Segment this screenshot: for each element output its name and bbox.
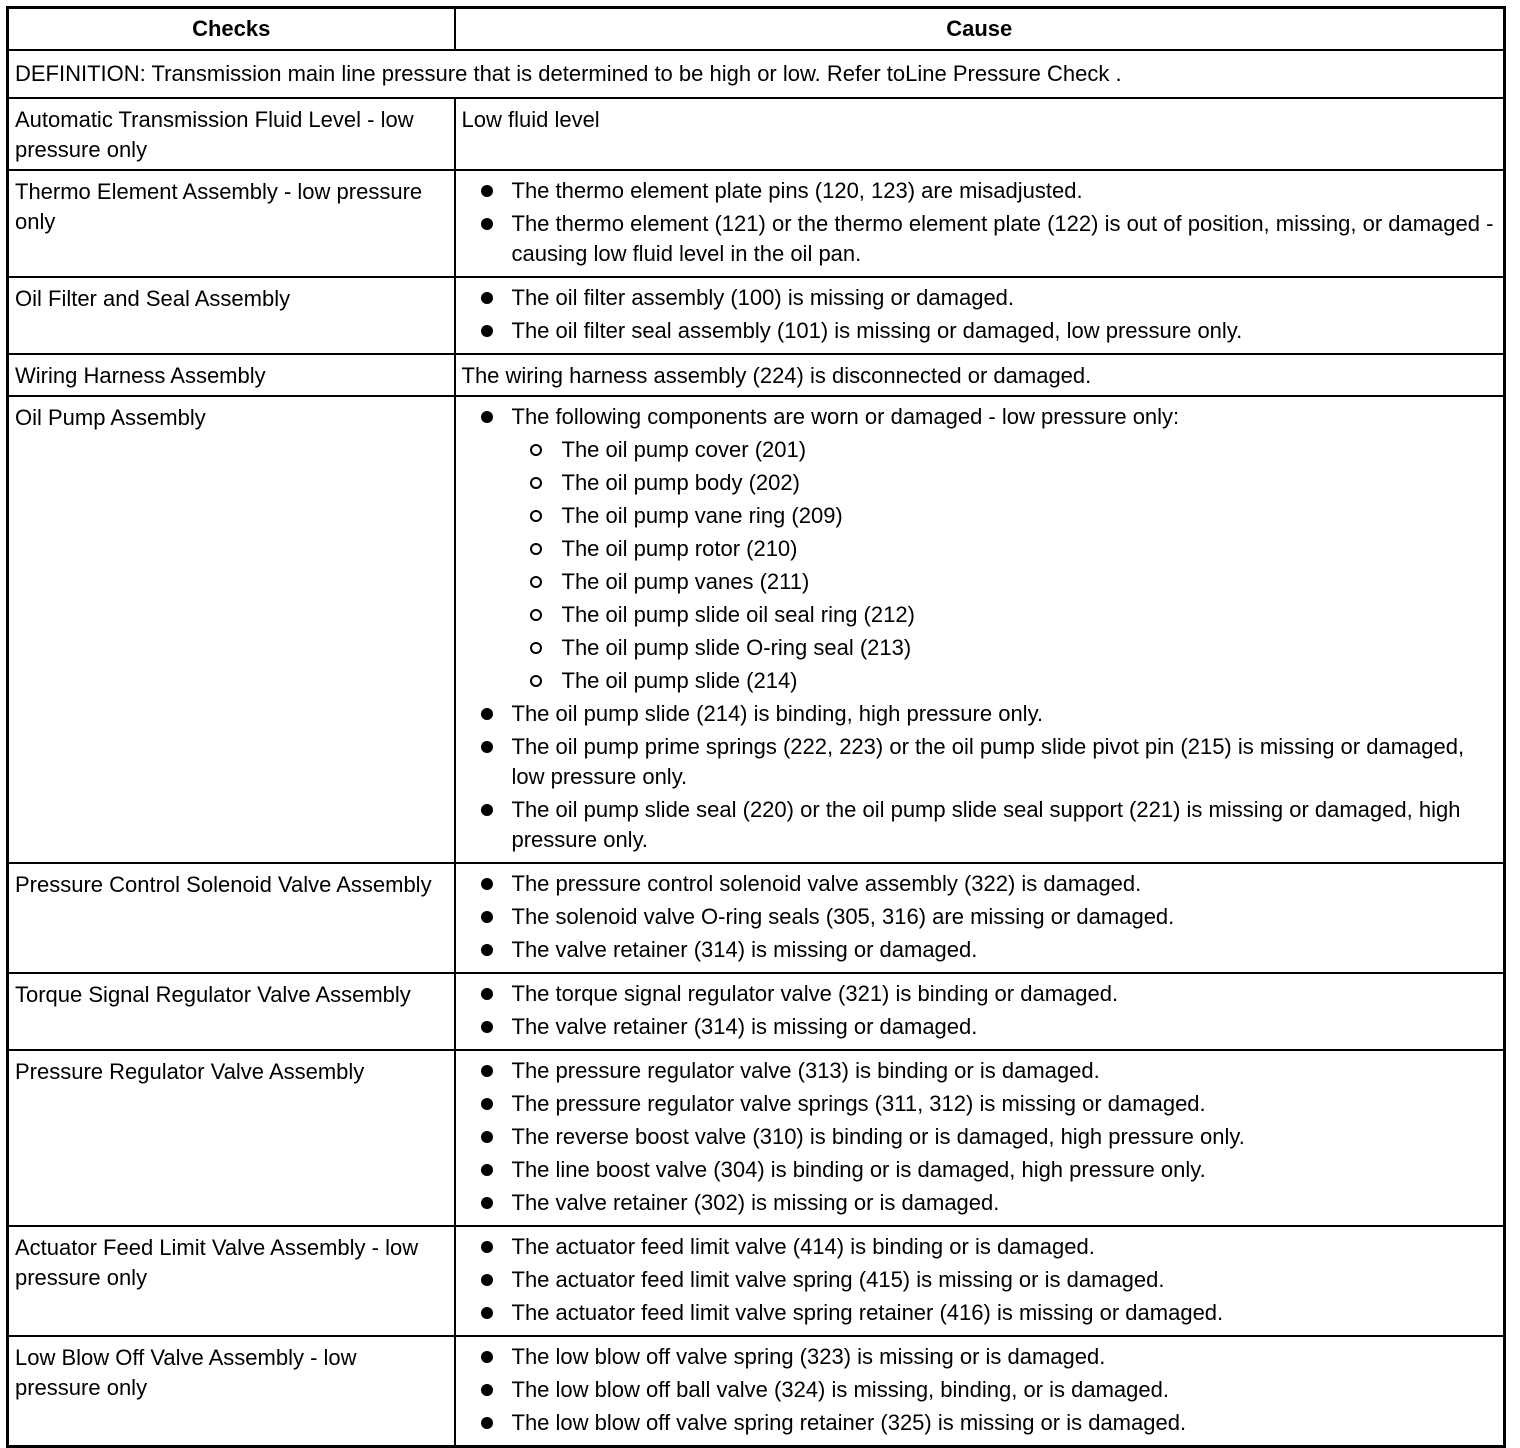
cause-item: The oil filter assembly (100) is missing or damaged. [480, 283, 1504, 313]
cause-cell [455, 170, 1505, 277]
table-row [8, 1226, 1505, 1336]
cause-column-header: Cause [455, 8, 1505, 51]
check-cell: Pressure Regulator Valve Assembly [8, 1050, 455, 1226]
cause-cell [455, 1226, 1505, 1336]
check-cell: Automatic Transmission Fluid Level - low pressure only [8, 98, 455, 170]
cause-item: The torque signal regulator valve (321) is binding or damaged. [480, 979, 1504, 1009]
line-pressure-diagnostic-table [6, 6, 1506, 1448]
component-item: The oil pump cover (201) [530, 435, 1504, 465]
definition-text: DEFINITION: Transmission main line pressure that is determined to be high or low. Refer toLine Pressure Check . [8, 50, 1505, 98]
cause-item: The actuator feed limit valve spring retainer (416) is missing or damaged. [480, 1298, 1504, 1328]
checks-column-header: Checks [8, 8, 455, 51]
table-row [8, 354, 1505, 396]
cause-item: The reverse boost valve (310) is binding or is damaged, high pressure only. [480, 1122, 1504, 1152]
cause-item: The oil filter seal assembly (101) is missing or damaged, low pressure only. [480, 316, 1504, 346]
cause-cell [455, 1050, 1505, 1226]
table-row [8, 863, 1505, 973]
check-cell: Oil Filter and Seal Assembly [8, 277, 455, 354]
cause-item: The thermo element (121) or the thermo element plate (122) is out of position, missing, or damaged - causing low fluid level in the oil pan. [480, 209, 1504, 269]
cause-list [456, 1227, 1504, 1335]
cause-item: The actuator feed limit valve (414) is binding or is damaged. [480, 1232, 1504, 1262]
cause-list [456, 864, 1504, 972]
cause-cell [455, 396, 1505, 863]
check-cell: Pressure Control Solenoid Valve Assembly [8, 863, 455, 973]
table-row [8, 973, 1505, 1050]
cause-cell [455, 277, 1505, 354]
component-item: The oil pump rotor (210) [530, 534, 1504, 564]
cause-item: The oil pump prime springs (222, 223) or the oil pump slide pivot pin (215) is missing or damaged, low pressure only. [480, 732, 1504, 792]
cause-item: The valve retainer (302) is missing or is damaged. [480, 1188, 1504, 1218]
component-item: The oil pump slide (214) [530, 666, 1504, 696]
cause-list [456, 974, 1504, 1049]
cause-cell [455, 1336, 1505, 1447]
cause-list [456, 278, 1504, 353]
component-item: The oil pump slide O-ring seal (213) [530, 633, 1504, 663]
cause-item: The low blow off valve spring (323) is missing or is damaged. [480, 1342, 1504, 1372]
cause-item: The pressure regulator valve springs (311, 312) is missing or damaged. [480, 1089, 1504, 1119]
cause-cell [455, 863, 1505, 973]
table-row [8, 170, 1505, 277]
cause-item: The oil pump slide (214) is binding, high pressure only. [480, 699, 1504, 729]
cause-item: The low blow off ball valve (324) is missing, binding, or is damaged. [480, 1375, 1504, 1405]
component-item: The oil pump vane ring (209) [530, 501, 1504, 531]
cause-item: The valve retainer (314) is missing or damaged. [480, 935, 1504, 965]
check-cell: Thermo Element Assembly - low pressure only [8, 170, 455, 277]
definition-row [8, 50, 1505, 98]
cause-list [456, 1337, 1504, 1445]
cause-item: The actuator feed limit valve spring (415) is missing or is damaged. [480, 1265, 1504, 1295]
table-row [8, 98, 1505, 170]
table-row [8, 1336, 1505, 1447]
cause-list [456, 397, 1504, 862]
check-cell: Oil Pump Assembly [8, 396, 455, 863]
cause-cell: The wiring harness assembly (224) is disconnected or damaged. [455, 354, 1505, 396]
cause-list [456, 171, 1504, 276]
cause-item: The pressure regulator valve (313) is binding or is damaged. [480, 1056, 1504, 1086]
table-row [8, 277, 1505, 354]
cause-item: The oil pump slide seal (220) or the oil pump slide seal support (221) is missing or damaged, high pressure only. [480, 795, 1504, 855]
cause-item-text: The following components are worn or damaged - low pressure only: [511, 404, 1180, 429]
component-item: The oil pump slide oil seal ring (212) [530, 600, 1504, 630]
table-row [8, 1050, 1505, 1226]
cause-item: The pressure control solenoid valve assembly (322) is damaged. [480, 869, 1504, 899]
check-cell: Actuator Feed Limit Valve Assembly - low pressure only [8, 1226, 455, 1336]
check-cell: Low Blow Off Valve Assembly - low pressure only [8, 1336, 455, 1447]
diagnostic-table-container [6, 6, 1506, 1448]
cause-item: The low blow off valve spring retainer (325) is missing or is damaged. [480, 1408, 1504, 1438]
cause-item [480, 402, 1504, 696]
check-cell: Torque Signal Regulator Valve Assembly [8, 973, 455, 1050]
cause-list [456, 1051, 1504, 1225]
cause-item: The solenoid valve O-ring seals (305, 316) are missing or damaged. [480, 902, 1504, 932]
check-cell: Wiring Harness Assembly [8, 354, 455, 396]
component-item: The oil pump body (202) [530, 468, 1504, 498]
component-sublist [512, 435, 1504, 696]
cause-item: The valve retainer (314) is missing or damaged. [480, 1012, 1504, 1042]
cause-cell: Low fluid level [455, 98, 1505, 170]
cause-item: The line boost valve (304) is binding or is damaged, high pressure only. [480, 1155, 1504, 1185]
cause-cell [455, 973, 1505, 1050]
header-row [8, 8, 1505, 51]
component-item: The oil pump vanes (211) [530, 567, 1504, 597]
cause-item: The thermo element plate pins (120, 123) are misadjusted. [480, 176, 1504, 206]
table-row [8, 396, 1505, 863]
